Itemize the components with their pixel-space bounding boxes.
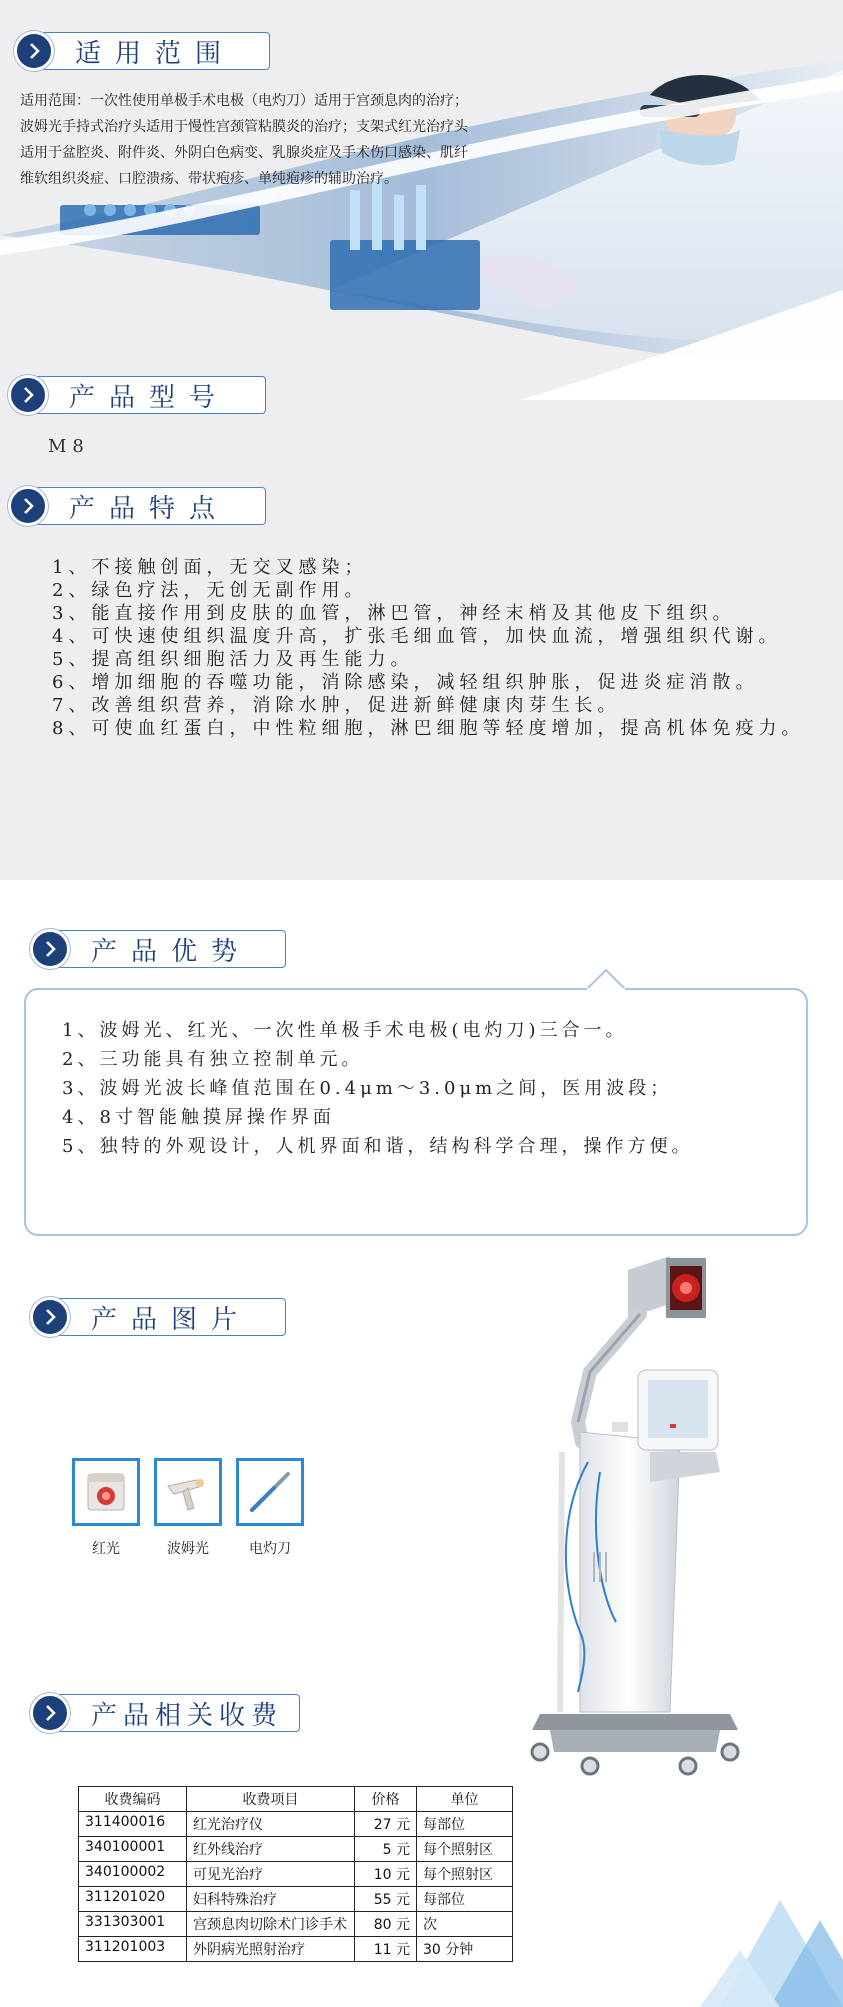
section-title: 产品型号: [69, 382, 230, 413]
thumbnail-frame: [154, 1458, 222, 1526]
list-item: 4、可快速使组织温度升高，扩张毛细血管，加快血流，增强组织代谢。: [52, 626, 782, 647]
list-item: 1、波姆光、红光、一次性单极手术电极(电灼刀)三合一。: [62, 1020, 628, 1041]
table-row: [79, 1812, 513, 1837]
fee-code: 311201003: [79, 1937, 187, 1962]
fee-price: 10 元: [355, 1862, 417, 1887]
column-header: 收费编码: [79, 1787, 187, 1812]
fee-code: 340100001: [79, 1837, 187, 1862]
thumbnail-red-light[interactable]: [72, 1458, 140, 1558]
fee-item: 可见光治疗: [187, 1862, 355, 1887]
handheld-probe-icon: [162, 1466, 214, 1518]
section-advantages-header: [30, 928, 286, 970]
chevron-right-icon: [8, 375, 48, 415]
column-header: 收费项目: [187, 1787, 355, 1812]
fee-price: 55 元: [355, 1887, 417, 1912]
section-title: 产品图片: [91, 1304, 252, 1335]
speech-notch: [586, 968, 626, 990]
list-item: 1、不接触创面，无交叉感染；: [52, 557, 368, 578]
chevron-right-icon: [14, 31, 54, 71]
section-title: 产品优势: [91, 936, 252, 967]
fee-item: 红光治疗仪: [187, 1812, 355, 1837]
table-row: [79, 1912, 513, 1937]
list-item: 5、独特的外观设计，人机界面和谐，结构科学合理，操作方便。: [62, 1136, 694, 1157]
fee-price: 80 元: [355, 1912, 417, 1937]
scope-description: [20, 88, 540, 192]
fee-code: 311400016: [79, 1812, 187, 1837]
model-number: M8: [48, 436, 90, 457]
chevron-right-icon: [30, 1693, 70, 1733]
chevron-right-icon: [30, 1297, 70, 1337]
thumbnail-bom-light[interactable]: [154, 1458, 222, 1558]
section-pictures-header: [30, 1296, 286, 1338]
device-illustration: [520, 1252, 750, 1792]
list-item: 2、绿色疗法，无创无副作用。: [52, 580, 368, 601]
fee-code: 331303001: [79, 1912, 187, 1937]
table-row: [79, 1862, 513, 1887]
fee-item: 宫颈息肉切除术门诊手术: [187, 1912, 355, 1937]
section-title: 产品相关收费: [91, 1700, 284, 1731]
section-title: 产品特点: [69, 493, 230, 524]
scope-line: 维软组织炎症、口腔溃疡、带状疱疹、单纯疱疹的辅助治疗。: [20, 171, 398, 187]
list-item: 5、提高组织细胞活力及再生能力。: [52, 649, 414, 670]
column-header: 单位: [417, 1787, 513, 1812]
list-item: 4、8寸智能触摸屏操作界面: [62, 1107, 335, 1128]
fee-code: 340100002: [79, 1862, 187, 1887]
list-item: 2、三功能具有独立控制单元。: [62, 1049, 364, 1070]
fee-price: 27 元: [355, 1812, 417, 1837]
table-row: [79, 1937, 513, 1962]
advantages-list: [62, 1016, 792, 1161]
list-item: 3、能直接作用到皮肤的血管，淋巴管，神经末梢及其他皮下组织。: [52, 603, 736, 624]
thumbnail-electrode[interactable]: [236, 1458, 304, 1558]
list-item: 8、可使血红蛋白，中性粒细胞，淋巴细胞等轻度增加，提高机体免疫力。: [52, 718, 805, 739]
fee-table: [78, 1786, 513, 1962]
table-row: [79, 1837, 513, 1862]
list-item: 3、波姆光波长峰值范围在0.4μm～3.0μm之间，医用波段；: [62, 1078, 673, 1099]
thumbnail-frame: [236, 1458, 304, 1526]
product-thumbnails: [72, 1458, 304, 1558]
table-header-row: [79, 1787, 513, 1812]
thumbnail-label: 红光: [92, 1541, 120, 1557]
fee-item: 妇科特殊治疗: [187, 1887, 355, 1912]
fee-unit: 次: [417, 1912, 513, 1937]
fee-code: 311201020: [79, 1887, 187, 1912]
chevron-right-icon: [8, 486, 48, 526]
fee-item: 红外线治疗: [187, 1837, 355, 1862]
features-list: [52, 556, 824, 740]
thumbnail-label: 波姆光: [167, 1541, 209, 1557]
chevron-right-icon: [30, 929, 70, 969]
fee-unit: 每个照射区: [417, 1862, 513, 1887]
thumbnail-label: 电灼刀: [249, 1541, 291, 1557]
fee-price: 5 元: [355, 1837, 417, 1862]
fee-unit: 每部位: [417, 1887, 513, 1912]
section-title: 适用范围: [75, 38, 236, 69]
table-row: [79, 1887, 513, 1912]
electrode-pen-icon: [244, 1466, 296, 1518]
list-item: 6、增加细胞的吞噬功能，消除感染，减轻组织肿胀，促进炎症消散。: [52, 672, 759, 693]
scope-line: 适用范围：一次性使用单极手术电极（电灼刀）适用于宫颈息肉的治疗；: [20, 93, 468, 109]
corner-triangles-decoration: [700, 1880, 843, 2007]
fee-item: 外阴病光照射治疗: [187, 1937, 355, 1962]
section-scope-header: [14, 30, 270, 72]
scope-line: 适用于盆腔炎、附件炎、外阴白色病变、乳腺炎症及手术伤口感染、肌纤: [20, 145, 468, 161]
section-features-header: [8, 485, 260, 527]
section-fees-header: [30, 1692, 300, 1734]
fee-price: 11 元: [355, 1937, 417, 1962]
thumbnail-frame: [72, 1458, 140, 1526]
fee-unit: 每部位: [417, 1812, 513, 1837]
section-model-header: [8, 374, 260, 416]
scope-line: 波姆光手持式治疗头适用于慢性宫颈管粘膜炎的治疗；支架式红光治疗头: [20, 119, 468, 135]
column-header: 价格: [355, 1787, 417, 1812]
fee-unit: 每个照射区: [417, 1837, 513, 1862]
fee-unit: 30 分钟: [417, 1937, 513, 1962]
red-light-head-icon: [80, 1466, 132, 1518]
list-item: 7、改善组织营养，消除水肿，促进新鲜健康肉芽生长。: [52, 695, 621, 716]
